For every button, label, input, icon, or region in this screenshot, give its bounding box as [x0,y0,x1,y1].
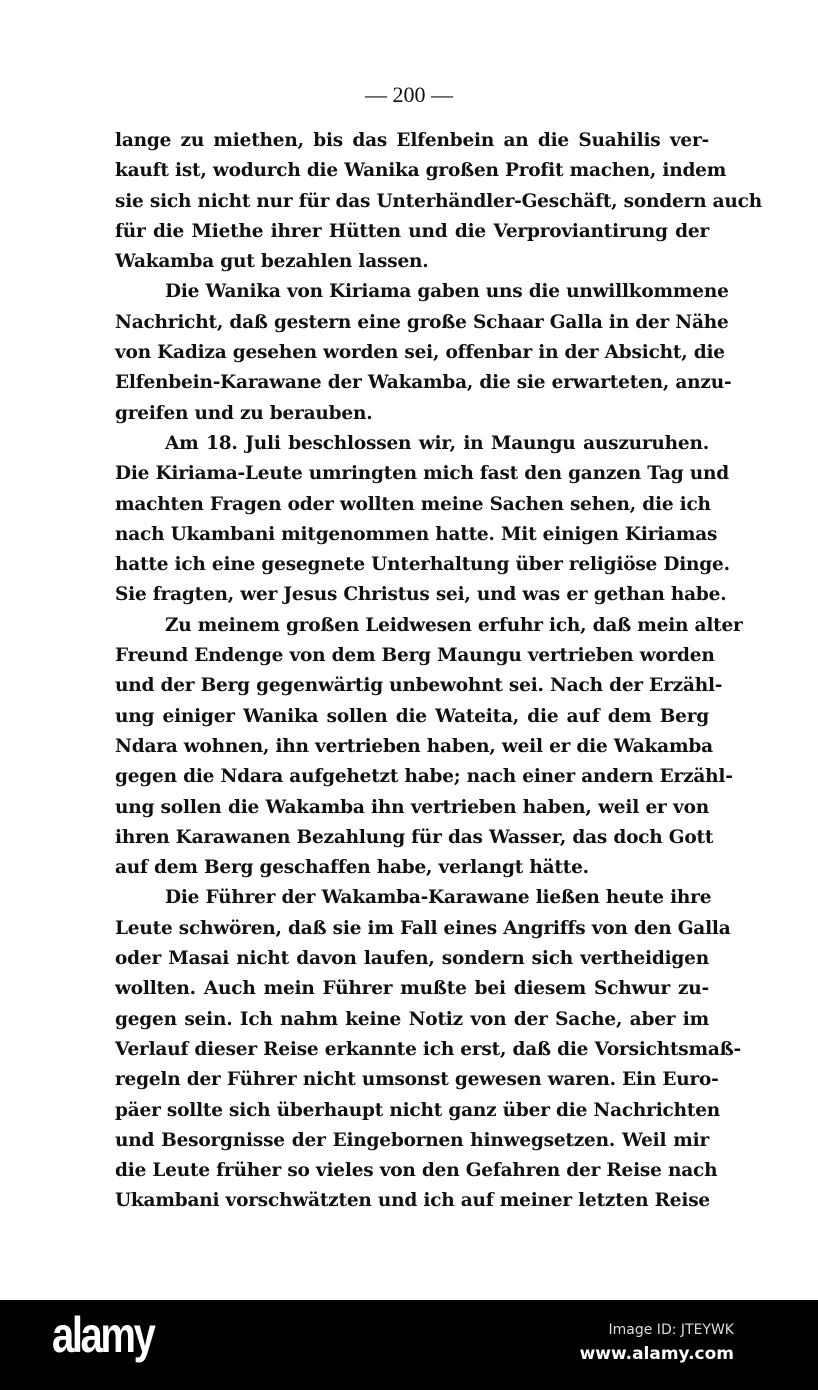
text-line: für die Miethe ihrer Hütten und die Verproviantirung der [115,220,709,242]
text-line: von Kadiza gesehen worden sei, offenbar in der Absicht, die [115,342,725,364]
text-line: sie sich nicht nur für das Unterhändler-Geschäft, sondern auch [115,190,762,212]
text-line: Die Führer der Wakamba-Karawane ließen heute ihre [165,887,712,909]
text-line: wollten. Auch mein Führer mußte bei diesem Schwur zu- [115,978,709,1000]
text-line: Elfenbein-Karawane der Wakamba, die sie erwarteten, anzu- [115,372,732,394]
text-line: Am 18. Juli beschlossen wir, in Maungu auszuruhen. [165,432,709,454]
text-line: Wakamba gut bezahlen lassen. [115,251,429,273]
text-line: hatte ich eine gesegnete Unterhaltung über religiöse Dinge. [115,554,730,576]
text-line: ihren Karawanen Bezahlung für das Wasser, das doch Gott [115,826,714,848]
text-line: und Besorgnisse der Eingebornen hinwegsetzen. Weil mir [115,1129,709,1151]
text-line: Ndara wohnen, ihn vertrieben haben, weil er die Wakamba [115,735,713,757]
text-line: Verlauf dieser Reise erkannte ich erst, daß die Vorsichtsmaß- [115,1038,742,1060]
site-url: www.alamy.com [579,1344,734,1364]
text-line: auf dem Berg geschaffen habe, verlangt hätte. [115,857,589,879]
text-line: oder Masai nicht davon laufen, sondern sich vertheidigen [115,948,709,970]
text-line: Freund Endenge von dem Berg Maungu vertrieben worden [115,645,715,667]
text-line: lange zu miethen, bis das Elfenbein an die Suahilis ver- [115,130,709,151]
text-line: Leute schwören, daß sie im Fall eines Angriffs von den Galla [115,917,731,939]
text-line: Die Wanika von Kiriama gaben uns die unwillkommene [165,281,729,303]
text-line: Zu meinem großen Leidwesen erfuhr ich, daß mein alter [165,614,743,636]
text-line: nach Ukambani mitgenommen hatte. Mit einigen Kiriamas [115,523,718,545]
text-line: ung sollen die Wakamba ihn vertrieben haben, weil er von [115,796,709,818]
text-line: kauft ist, wodurch die Wanika großen Profit machen, indem [115,160,727,182]
text-line: Nachricht, daß gestern eine große Schaar Galla in der Nähe [115,311,729,333]
text-line: gegen die Ndara aufgehetzt habe; nach einer andern Erzähl- [115,766,733,788]
alamy-logo: alamy [52,1307,154,1363]
watermark-footer [0,1300,818,1390]
text-line: Sie fragten, wer Jesus Christus sei, und was er gethan habe. [115,584,727,606]
text-line: machten Fragen oder wollten meine Sachen sehen, die ich [115,493,711,515]
text-line: die Leute früher so vieles von den Gefahren der Reise nach [115,1160,718,1182]
image-id-label: Image ID: JTEYWK [608,1322,734,1338]
text-line: und der Berg gegenwärtig unbewohnt sei. Nach der Erzähl- [115,675,723,697]
text-line: regeln der Führer nicht umsonst gewesen waren. Ein Euro- [115,1069,719,1091]
text-line: greifen und zu berauben. [115,402,373,424]
text-line: Die Kiriama-Leute umringten mich fast den ganzen Tag und [115,463,730,485]
page-number: — 200 — [365,82,453,107]
text-line: gegen sein. Ich nahm keine Notiz von der Sache, aber im [115,1008,709,1030]
text-line: ung einiger Wanika sollen die Wateita, die auf dem Berg [115,705,709,727]
text-line: Ukambani vorschwätzten und ich auf meiner letzten Reise [115,1190,710,1212]
body-text [115,126,762,1217]
text-line: päer sollte sich überhaupt nicht ganz über die Nachrichten [115,1099,721,1121]
